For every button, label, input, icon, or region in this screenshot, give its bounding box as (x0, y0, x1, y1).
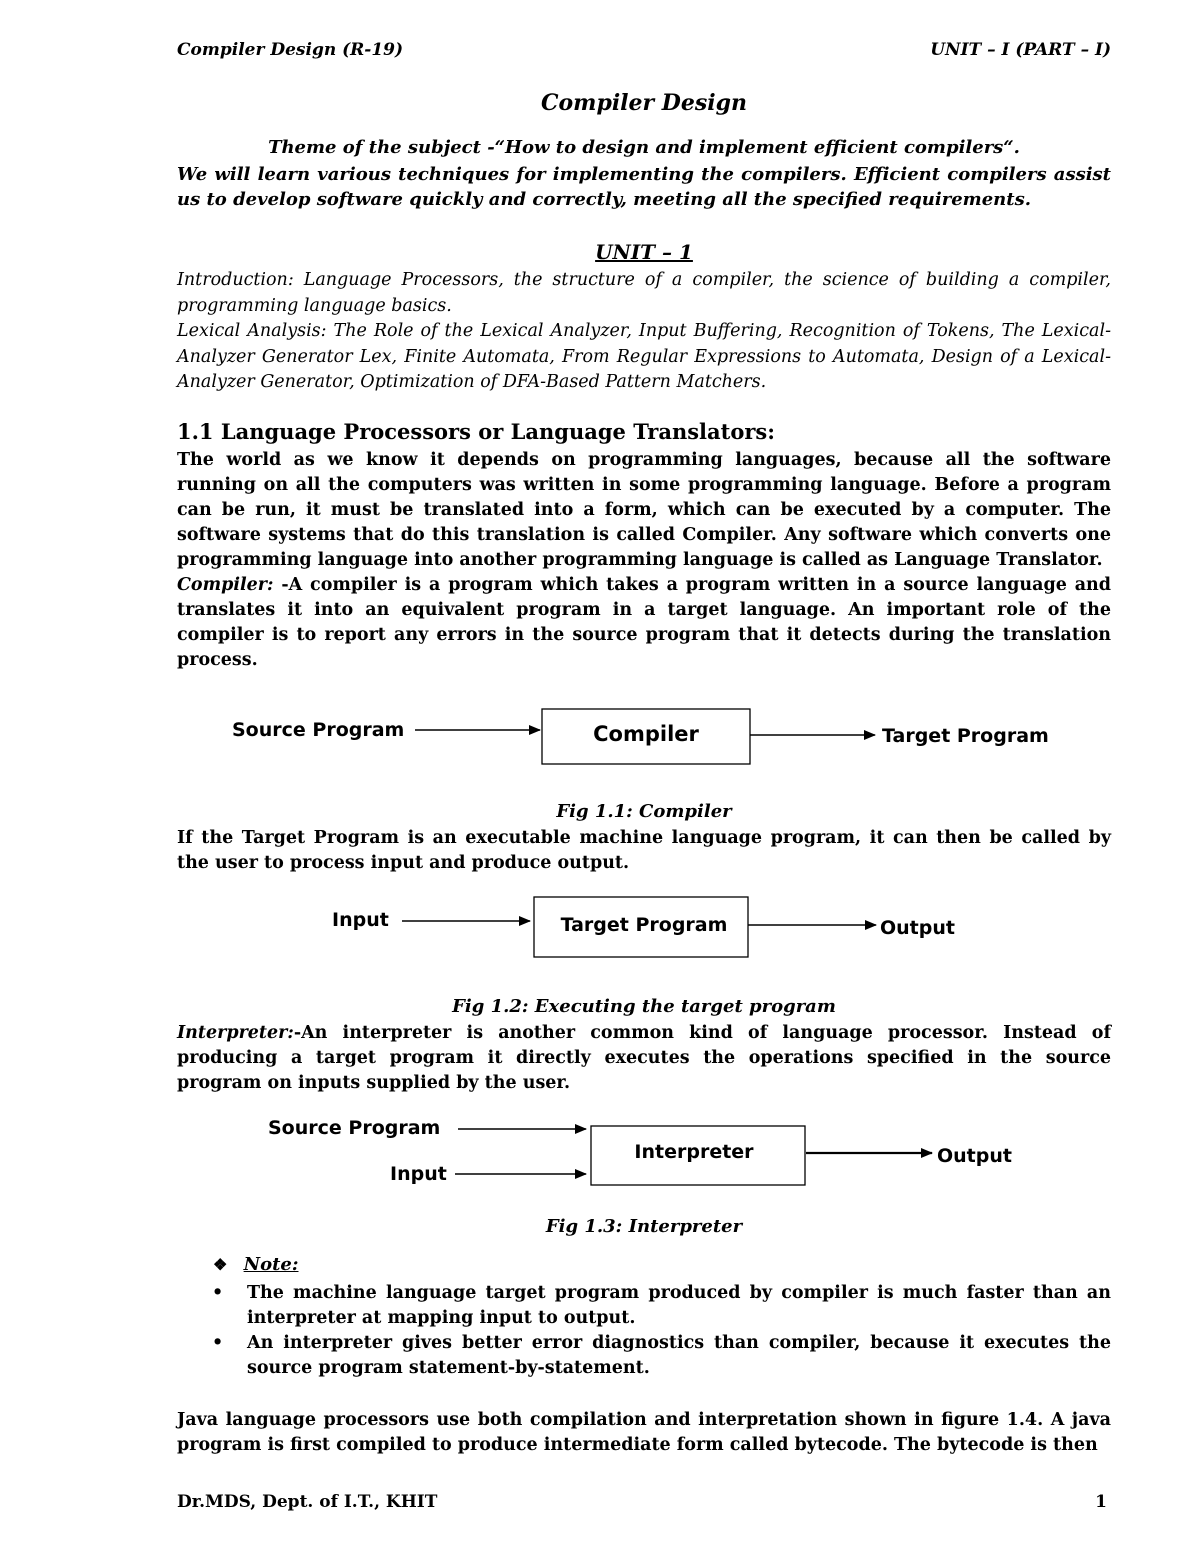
note-list (212, 1281, 1111, 1381)
target-paragraph: If the Target Program is an executable machine language program, it can then be called by the user to process input and produce output. (177, 828, 1111, 873)
fig1-source-label: Source Program (232, 719, 405, 741)
fig3-source-label: Source Program (268, 1117, 441, 1139)
fig3-input-label: Input (390, 1163, 447, 1185)
list-item (212, 1281, 1111, 1331)
fig2-output-label: Output (880, 917, 955, 939)
learn-paragraph: We will learn various techniques for implementing the compilers. Efficient compilers assist us to develop software quickly and correctly, meeting all the specified requirements. (177, 164, 1111, 210)
compiler-term: Compiler: (177, 575, 274, 595)
page-header (177, 40, 1111, 60)
bullet-icon: • (212, 1283, 224, 1303)
figure-1-2-diagram (0, 885, 1200, 965)
fig3-box-label: Interpreter (634, 1141, 754, 1163)
fig1-target-label: Target Program (882, 725, 1049, 747)
java-paragraph: Java language processors use both compilation and interpretation shown in figure 1.4. A java program is first compiled to produce intermediate form called bytecode. The bytecode is then (177, 1410, 1111, 1455)
page-number: 1 (1095, 1492, 1107, 1512)
unit-heading: UNIT – 1 (595, 240, 693, 264)
fig1-caption: Fig 1.1: Compiler (556, 801, 732, 822)
note-heading (213, 1254, 299, 1275)
fig2-input-label: Input (332, 909, 389, 931)
footer-author: Dr.MDS, Dept. of I.T., KHIT (177, 1492, 438, 1512)
fig2-box-label: Target Program (560, 914, 728, 936)
header-left: Compiler Design (R-19) (177, 40, 404, 60)
note-item-1: The machine language target program produced by compiler is much faster than an interpreter at mapping input to output. (247, 1283, 1111, 1328)
document-title: Compiler Design (540, 90, 747, 116)
syllabus-intro: Introduction: Language Processors, the structure of a compiler, the science of building a compiler, programming language basics. (177, 270, 1111, 316)
note-label: Note: (243, 1254, 299, 1275)
compiler-def-text: -A compiler is a program which takes a program written in a source language and translates it into an equivalent program in a target language. An important role of the compiler is to report any errors in the source program that it detects during the translation process. (177, 575, 1111, 670)
compiler-definition (177, 573, 1111, 673)
fig2-caption: Fig 1.2: Executing the target program (452, 996, 836, 1017)
section-paragraph-1: The world as we know it depends on programming languages, because all the software running on all the computers was written in some programming language. Before a program can be run, it must be translated into a form, which can be executed by a computer. The software systems that do this translation is called Compiler. Any software which converts one programming language into another programming language is called as Language Translator. (177, 450, 1111, 570)
header-right: UNIT – I (PART – I) (930, 40, 1111, 60)
list-item (212, 1331, 1111, 1381)
page-footer (177, 1492, 1111, 1512)
theme-line: Theme of the subject -“How to design and implement efficient compilers“. (268, 137, 1020, 158)
interpreter-def-text: -An interpreter is another common kind of language processor. Instead of producing a target program it directly executes the operations specified in the source program on inputs supplied by the user. (177, 1023, 1111, 1093)
fig1-box-label: Compiler (593, 722, 699, 746)
note-item-2: An interpreter gives better error diagnostics than compiler, because it executes the source program statement-by-statement. (247, 1333, 1111, 1378)
interpreter-definition (177, 1021, 1111, 1096)
fig3-output-label: Output (937, 1145, 1012, 1167)
interpreter-term: Interpreter: (177, 1023, 294, 1043)
syllabus-lexical: Lexical Analysis: The Role of the Lexical Analyzer, Input Buffering, Recognition of Tokens, The Lexical-Analyzer Generator Lex, Finite Automata, From Regular Expressions to Automata, Design of a Lexical-Analyzer Generator, Optimization of DFA-Based Pattern Matchers. (177, 321, 1111, 392)
bullet-icon: • (212, 1333, 224, 1353)
note-symbol-icon: ❖ (213, 1255, 228, 1274)
figure-1-3-diagram (0, 1110, 1200, 1195)
figure-1-1-diagram (0, 690, 1200, 780)
section-heading: 1.1 Language Processors or Language Translators: (177, 419, 775, 444)
fig3-caption: Fig 1.3: Interpreter (545, 1216, 743, 1237)
